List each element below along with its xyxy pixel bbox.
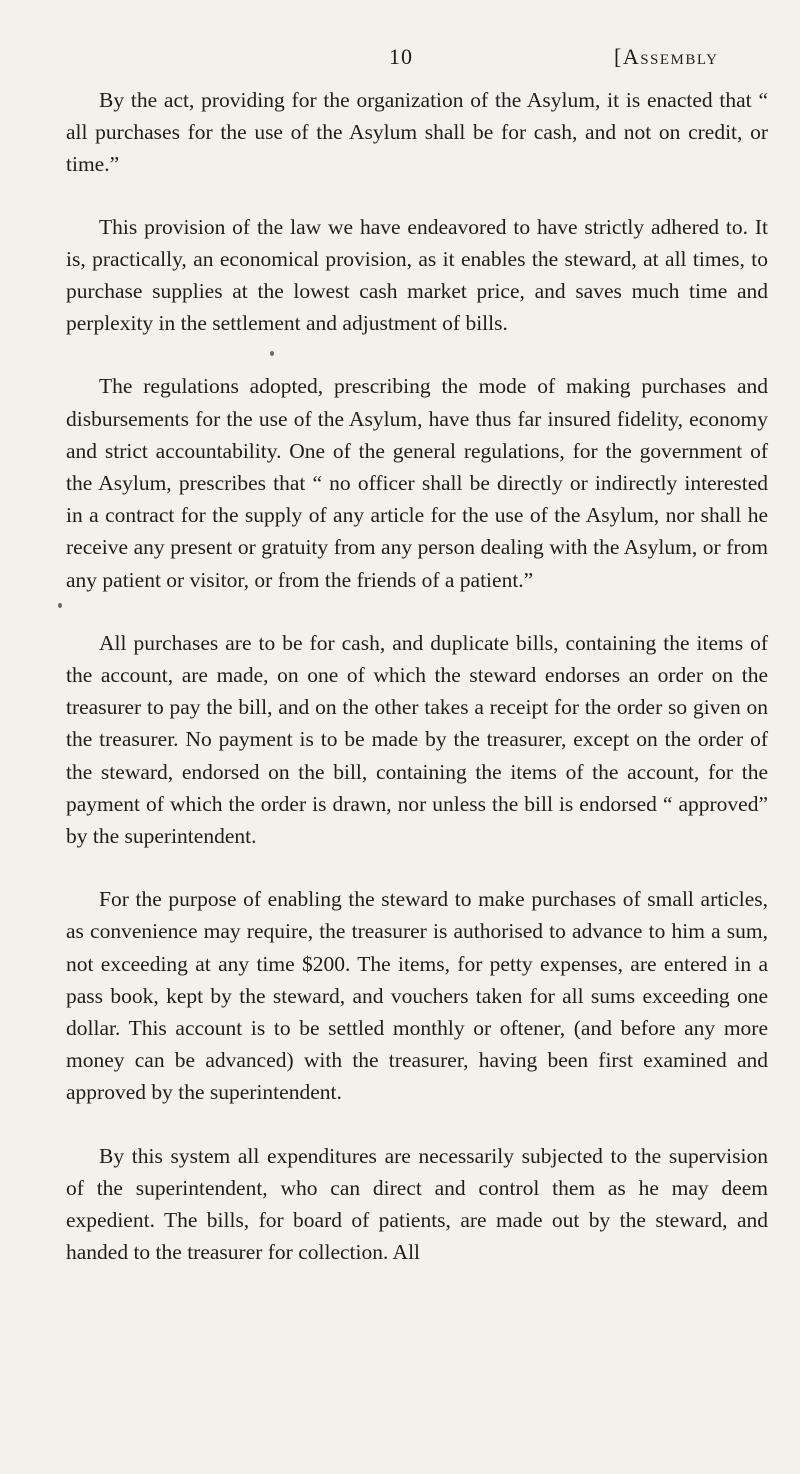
ink-speck	[58, 603, 62, 608]
paragraph-purchases-cash: All purchases are to be for cash, and duplicate bills, containing the items of the account, are made, on one of which the steward endorses an order on the treasurer to pay the bill, and on the other takes a receipt for the order so given on the treasurer. No payment is to be made by the treasurer, except on the order of the steward, endorsed on the bill, containing the items of the account, for the payment of which the order is drawn, nor unless the bill is endorsed “ approved” by the superintendent.	[66, 630, 768, 849]
paragraph-provision-law: This provision of the law we have endeavored to have strictly adhered to. It is, practically, an economical provision, as it enables the steward, at all times, to purchase supplies at the lowest cash market price, and saves much time and perplexity in the settlement and adjustment of bills.	[66, 214, 768, 336]
paragraph-regulations: The regulations adopted, prescribing the mode of making purchases and disbursements for the use of the Asylum, have thus far insured fidelity, economy and strict accountability. One of the general regulations, for the government of the Asylum, prescribes that “ no officer shall be directly or indirectly interested in a contract for the supply of any article for the use of the Asylum, nor shall he receive any present or gratuity from any person dealing with the Asylum, or from any patient or visitor, or from the friends of a patient.”	[66, 374, 768, 592]
page-number: 10	[389, 44, 413, 69]
paragraph-system-expenditures: By this system all expenditures are necessarily subjected to the supervision of the superintendent, who can direct and control them as he may deem expedient. The bills, for board of patients, are made out by the steward, and handed to the treasurer for collection. All	[66, 1143, 768, 1265]
body-text	[66, 84, 768, 1269]
running-head: [Assembly	[614, 44, 719, 69]
paragraph-organization-act: By the act, providing for the organization of the Asylum, it is enacted that “ all purchases for the use of the Asylum shall be for cash, and not on credit, or time.”	[66, 88, 768, 177]
page-header	[0, 44, 800, 84]
paragraph-petty-expenses: For the purpose of enabling the steward to make purchases of small articles, as convenience may require, the treasurer is authorised to advance to him a sum, not exceeding at any time $200. The items, for petty expenses, are entered in a pass book, kept by the steward, and vouchers taken for all sums exceeding one dollar. This account is to be settled monthly or oftener, (and before any more money can be advanced) with the treasurer, having been first examined and approved by the superintendent.	[66, 887, 768, 1105]
ink-speck	[270, 351, 274, 356]
